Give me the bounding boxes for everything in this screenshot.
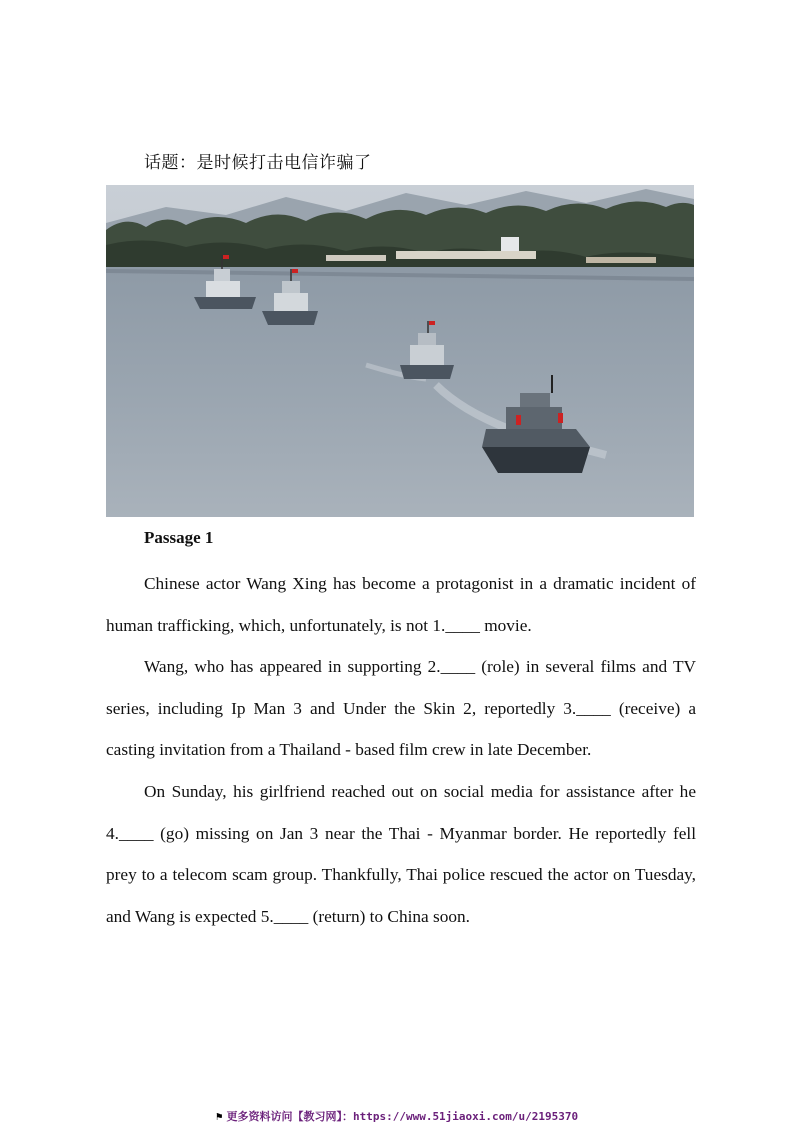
paragraph-3: On Sunday, his girlfriend reached out on social media for assistance after he 4.____ (go) missing on Jan 3 near the Thai - Myanmar border. He reportedly fell prey to a telecom scam group. Thankfully, Thai police rescued the actor on Tuesday, and Wang is expected 5.____ (return) to China soon. (106, 781, 696, 926)
flag-icon: ⚑ (215, 1110, 223, 1123)
paragraph-2: Wang, who has appeared in supporting 2.____ (role) in several films and TV series, including Ip Man 3 and Under the Skin 2, reportedly 3.____ (receive) a casting invitation from a Thailand - based film crew in late December. (106, 657, 696, 760)
passage-title: Passage 1 (144, 528, 214, 547)
river-patrol-boats-photo (106, 185, 694, 517)
footer-text[interactable]: 更多资料访问【教习网】：https://www.51jiaoxi.com/u/2195370 (226, 1110, 579, 1123)
topic-heading: 话题：是时候打击电信诈骗了 (144, 153, 372, 173)
footer-link[interactable] (0, 1108, 794, 1124)
paragraph-1: Chinese actor Wang Xing has become a protagonist in a dramatic incident of human trafficking, which, unfortunately, is not 1.____ movie. (106, 574, 696, 635)
passage-body (106, 563, 696, 937)
